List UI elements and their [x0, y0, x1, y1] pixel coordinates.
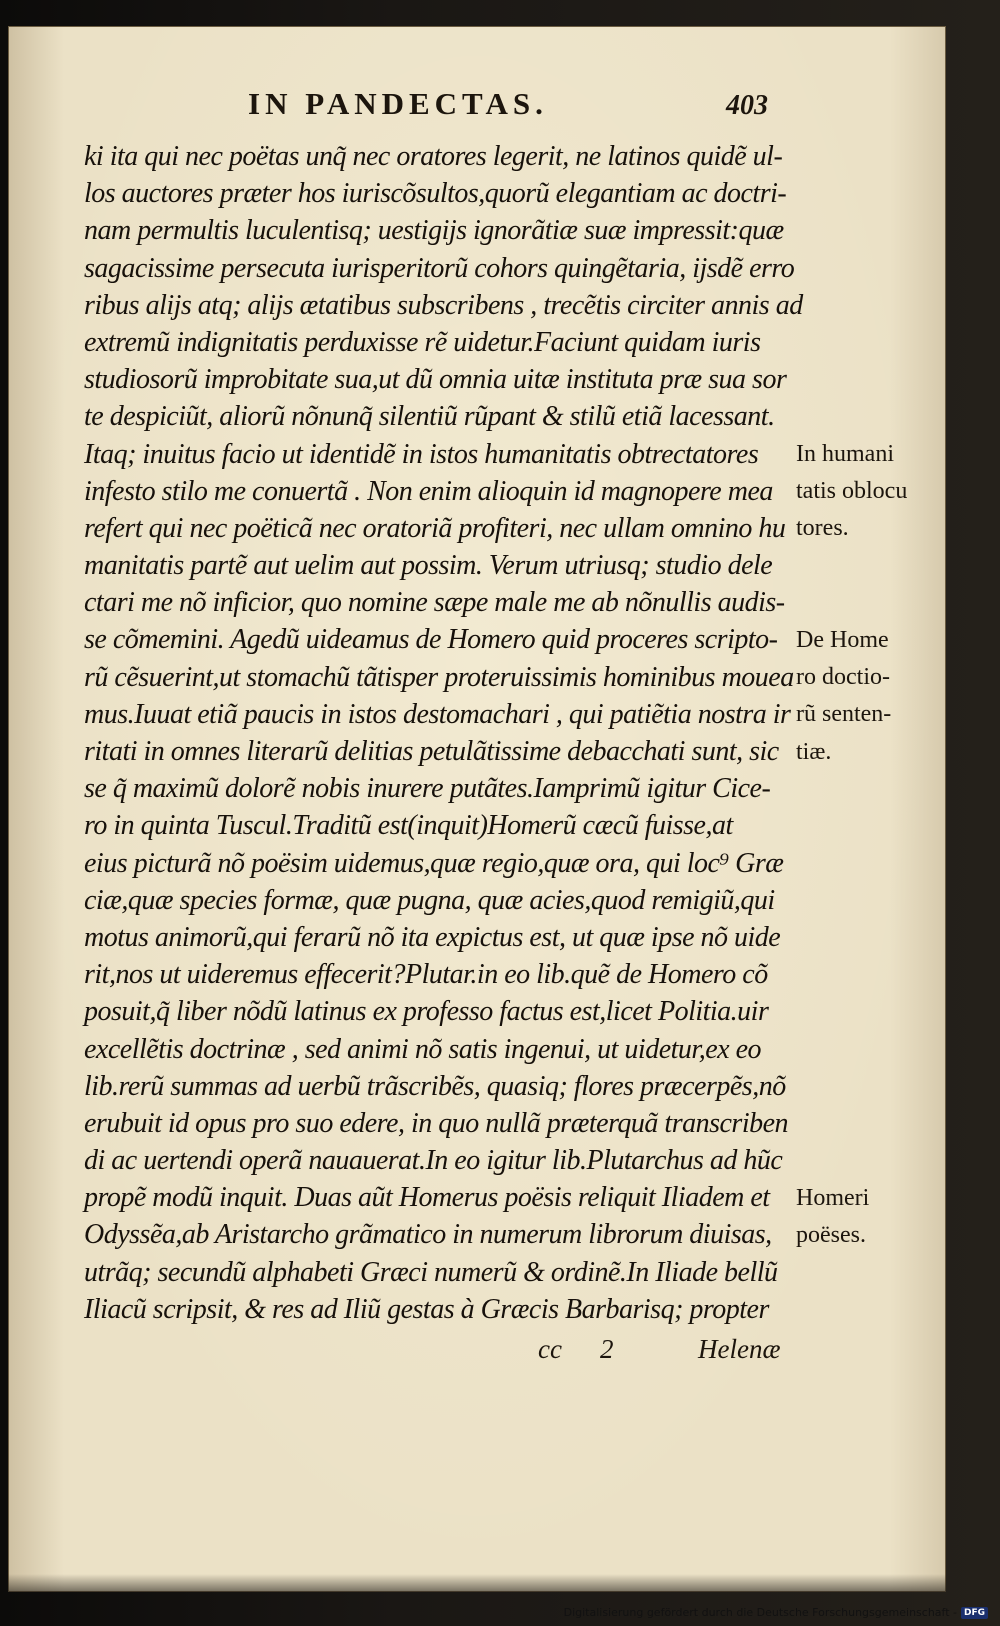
text-line: propẽ modũ inquit. Duas aũt Homerus poësis reliquit Iliadem et [84, 1182, 770, 1214]
text-line: lib.rerũ summas ad uerbũ trãscribẽs, quasiq; flores præcerpẽs,nõ [84, 1070, 786, 1102]
signature-number: 2 [600, 1334, 614, 1364]
margin-note-line: rũ senten- [796, 701, 892, 728]
text-line: extremũ indignitatis perduxisse rẽ uidetur.Faciunt quidam iuris [84, 326, 761, 358]
margin-note-poeses [796, 1180, 869, 1254]
text-line: ribus alijs atq; alijs ætatibus subscribens , trecẽtis circiter annis ad [84, 289, 803, 321]
text-line: motus animorũ,qui ferarũ nõ ita expictus est, ut quæ ipse nõ uide [84, 921, 781, 953]
margin-note-humanitatis [796, 436, 907, 548]
page-bottom-shadow [8, 1574, 946, 1592]
text-line: ctari me nõ inficior, quo nomine sæpe male me ab nõnullis audis- [84, 587, 785, 619]
margin-note-line: poëses. [796, 1222, 866, 1249]
text-line: refert qui nec poëticã nec oratoriã profiteri, nec ullam omnino hu [84, 512, 786, 544]
catchword: Helenæ [698, 1334, 781, 1364]
running-head: IN PANDECTAS. [248, 86, 548, 121]
text-line: studiosorũ improbitate sua,ut dũ omnia uitæ instituta præ sua sor [84, 364, 787, 396]
margin-note-homero [796, 622, 891, 771]
credit-text: Digitalisierung gefördert durch die Deutsche Forschungsgemeinschaft - [563, 1606, 957, 1619]
margin-note-line: ro doctio- [796, 664, 890, 691]
text-line: rũ cẽsuerint,ut stomachũ tãtisper proteruissimis hominibus mouea [84, 661, 794, 693]
text-body [84, 138, 803, 1328]
text-line: mus.Iuuat etiã paucis in istos destomachari , qui patiẽtia nostra ir [84, 698, 791, 730]
margin-note-line: Homeri [796, 1185, 870, 1211]
text-line: excellẽtis doctrinæ , sed animi nõ satis ingenui, ut uidetur,ex eo [84, 1033, 761, 1065]
margin-note-line: tatis oblocu [796, 478, 908, 505]
text-line: manitatis partẽ aut uelim aut possim. Verum utriusq; studio dele [84, 550, 773, 582]
text-line: Itaq; inuitus facio ut identidẽ in istos humanitatis obtrectatores [84, 438, 759, 470]
text-line: ki ita qui nec poëtas unq̃ nec oratores legerit, ne latinos quidẽ ul- [84, 141, 783, 172]
text-line: nam permultis luculentisq; uestigijs ignorãtiæ suæ impressit:quæ [84, 215, 784, 247]
dfg-logo: DFG [961, 1607, 988, 1619]
text-line: utrãq; secundũ alphabeti Græci numerũ & ordinẽ.In Iliade bellũ [84, 1256, 778, 1288]
text-line: di ac uertendi operã nauauerat.In eo igitur lib.Plutarchus ad hũc [84, 1145, 783, 1177]
text-line: infesto stilo me conuertã . Non enim alioquin id magnopere mea [84, 475, 773, 507]
page-number: 403 [726, 90, 768, 121]
text-line: los auctores præter hos iuriscõsultos,quorũ elegantiam ac doctri- [84, 178, 787, 210]
margin-note-line: In humani [796, 441, 894, 467]
text-line: ro in quinta Tuscul.Traditũ est(inquit)Homerũ cæcũ fuisse,at [84, 810, 733, 842]
signature-mark: cc [538, 1334, 562, 1364]
text-line: rit,nos ut uideremus effecerit?Plutar.in eo lib.quẽ de Homero cõ [84, 959, 768, 991]
text-line: ritati in omnes literarũ delitias petulãtissime debacchati sunt, sic [84, 736, 779, 767]
text-line: Odyssẽa,ab Aristarcho grãmatico in numerum librorum diuisas, [84, 1219, 772, 1251]
text-line: erubuit id opus pro suo edere, in quo nullã præterquã transcriben [84, 1107, 789, 1139]
margin-note-line: De Home [796, 627, 889, 653]
text-line: ciæ,quæ species formæ, quæ pugna, quæ acies,quod remigiũ,qui [84, 884, 775, 916]
text-line: Iliacũ scripsit, & res ad Iliũ gestas à Græcis Barbarisq; propter [84, 1293, 769, 1325]
text-line: se cõmemini. Agedũ uideamus de Homero quid proceres scripto- [84, 624, 778, 656]
text-line: te despiciũt, aliorũ nõnunq̃ silentiũ rũpant & stilũ etiã lacessant. [84, 401, 775, 433]
margin-note-line: tiæ. [796, 738, 832, 765]
text-line: eius picturã nõ poësim uidemus,quæ regio,quæ ora, qui loc⁹ Græ [84, 847, 784, 879]
digitization-credit [564, 1606, 988, 1619]
margin-note-line: tores. [796, 515, 849, 542]
text-line: se q̃ maximũ dolorẽ nobis inurere putãtes.Iamprimũ igitur Cice- [84, 773, 771, 805]
text-line: sagacissime persecuta iurisperitorũ cohors quingẽtaria, ijsdẽ erro [84, 252, 795, 284]
text-line: posuit,q̃ liber nõdũ latinus ex professo factus est,licet Politia.uir [84, 996, 769, 1028]
